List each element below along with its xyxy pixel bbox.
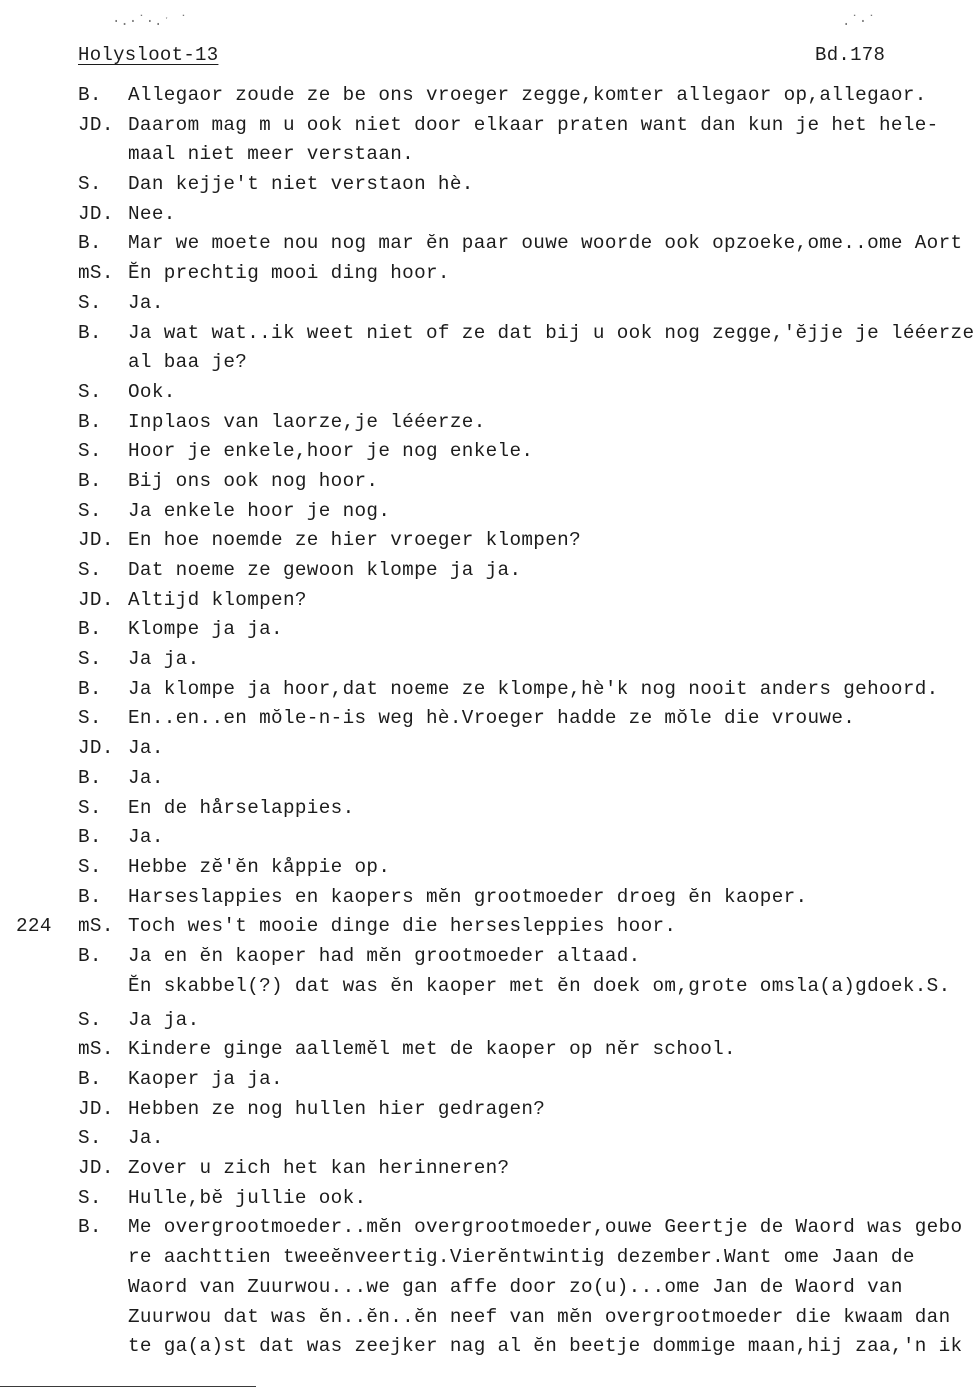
transcript-line — [0, 886, 979, 916]
transcript-line — [0, 767, 979, 797]
utterance-text: Toch wes't mooie dinge die hersesleppies hoor. — [128, 915, 677, 938]
utterance-text: En hoe noemde ze hier vroeger klompen? — [128, 529, 581, 552]
transcript-line — [0, 856, 979, 886]
transcript-line — [0, 1038, 979, 1068]
utterance-text: Nee. — [128, 202, 176, 225]
utterance-text: Ja ja. — [128, 1008, 200, 1031]
transcript-line — [0, 618, 979, 648]
transcript-body — [0, 84, 979, 1365]
transcript-line — [0, 975, 979, 1009]
utterance-text: Kindere ginge aallemĕl met de kaoper op nĕr school. — [128, 1038, 736, 1061]
speaker-label: JD. — [78, 588, 114, 611]
transcript-line — [0, 262, 979, 292]
transcript-line — [0, 470, 979, 500]
utterance-text: Klompe ja ja. — [128, 618, 283, 641]
transcript-line — [0, 114, 979, 144]
utterance-text: Ĕn skabbel(?) dat was ĕn kaoper met ĕn doek om,grote omsla(a)gdoek.S. — [128, 974, 951, 997]
speaker-label: S. — [78, 707, 102, 730]
utterance-text: Mar we moete nou nog mar ĕn paar ouwe woorde ook opzoeke,ome..ome Aort — [128, 232, 963, 255]
transcript-line — [0, 1098, 979, 1128]
transcript-line — [0, 707, 979, 737]
speaker-label: S. — [78, 440, 102, 463]
transcript-line — [0, 440, 979, 470]
header-document-id: Holysloot-13 — [78, 44, 219, 66]
utterance-text: Ja. — [128, 826, 164, 849]
transcript-line — [0, 84, 979, 114]
transcript-line — [0, 678, 979, 708]
transcript-line — [0, 1216, 979, 1246]
transcript-line — [0, 292, 979, 322]
utterance-text: Ja wat wat..ik weet niet of ze dat bij u ook nog zegge,'ĕjje je lééerze — [128, 321, 975, 344]
transcript-line — [0, 826, 979, 856]
utterance-text: En de hårselappies. — [128, 796, 355, 819]
speaker-label: JD. — [78, 1157, 114, 1180]
speaker-label: B. — [78, 84, 102, 106]
transcript-line — [0, 589, 979, 619]
speaker-label: JD. — [78, 1097, 114, 1120]
utterance-text: Ja. — [128, 737, 164, 760]
speaker-label: S. — [78, 173, 102, 196]
transcript-line — [0, 1335, 979, 1365]
utterance-text: Altijd klompen? — [128, 588, 307, 611]
transcript-line — [0, 1246, 979, 1276]
transcript-line — [0, 351, 979, 381]
speaker-label: B. — [78, 766, 102, 789]
speaker-label: JD. — [78, 113, 114, 136]
transcript-line — [0, 797, 979, 827]
speaker-label: S. — [78, 648, 102, 671]
utterance-text: Allegaor zoude ze be ons vroeger zegge,komter allegaor op,allegaor. — [128, 84, 927, 106]
utterance-text: Ook. — [128, 380, 176, 403]
header-page-number: Bd.178 — [815, 44, 886, 66]
utterance-text: Zuurwou dat was ĕn..ĕn..ĕn neef van mĕn overgrootmoeder die kwaam dan — [128, 1305, 951, 1328]
speaker-label: B. — [78, 826, 102, 849]
speaker-label: mS. — [78, 1038, 114, 1061]
utterance-text: re aachttien tweeĕnveertig.Vierĕntwintig dezember.Want ome Jaan de — [128, 1246, 915, 1269]
speaker-label: mS. — [78, 915, 114, 938]
transcript-line — [0, 232, 979, 262]
footer-rule — [0, 1386, 256, 1387]
transcript-line — [0, 203, 979, 233]
speaker-label: S. — [78, 291, 102, 314]
utterance-text: al baa je? — [128, 351, 248, 374]
transcript-line — [0, 559, 979, 589]
speaker-label: JD. — [78, 529, 114, 552]
utterance-text: Ja. — [128, 766, 164, 789]
speaker-label: B. — [78, 469, 102, 492]
scan-speck: .˙·˙ — [842, 14, 876, 30]
utterance-text: Dan kejje't niet verstaon hè. — [128, 173, 474, 196]
transcript-line — [0, 1187, 979, 1217]
utterance-text: Zover u zich het kan herinneren? — [128, 1157, 510, 1180]
transcript-line — [0, 1306, 979, 1336]
utterance-text: Ja enkele hoor je nog. — [128, 499, 391, 522]
speaker-label: B. — [78, 232, 102, 255]
utterance-text: Waord van Zuurwou...we gan affe door zo(u)...ome Jan de Waord van — [128, 1275, 903, 1298]
utterance-text: Inplaos van laorze,je lééerze. — [128, 410, 486, 433]
utterance-text: Kaoper ja ja. — [128, 1068, 283, 1090]
speaker-label: B. — [78, 885, 102, 908]
utterance-text: Hebben ze nog hullen hier gedragen? — [128, 1097, 546, 1120]
utterance-text: Hulle,bĕ jullie ook. — [128, 1186, 367, 1209]
utterance-text: Hebbe zĕ'ĕn kåppie op. — [128, 855, 391, 878]
transcript-line — [0, 322, 979, 352]
utterance-text: Ja ja. — [128, 648, 200, 671]
utterance-text: Ja klompe ja hoor,dat noeme ze klompe,hè'k nog nooit anders gehoord. — [128, 677, 939, 700]
utterance-text: Bij ons ook nog hoor. — [128, 469, 379, 492]
transcript-line — [0, 1276, 979, 1306]
transcript-line — [0, 1157, 979, 1187]
utterance-text: maal niet meer verstaan. — [128, 143, 415, 166]
speaker-label: S. — [78, 855, 102, 878]
utterance-text: Dat noeme ze gewoon klompe ja ja. — [128, 559, 522, 581]
scan-speck: ·.·˙·.ˑ ˙ — [112, 14, 188, 30]
speaker-label: S. — [78, 1186, 102, 1209]
speaker-label: JD. — [78, 737, 114, 760]
speaker-label: B. — [78, 944, 102, 967]
speaker-label: B. — [78, 1216, 102, 1239]
transcript-line — [0, 1009, 979, 1039]
margin-number: 224 — [16, 915, 52, 938]
transcript-line — [0, 500, 979, 530]
utterance-text: Daarom mag m u ook niet door elkaar praten want dan kun je het hele- — [128, 113, 939, 136]
speaker-label: S. — [78, 380, 102, 403]
transcript-line — [0, 529, 979, 559]
transcript-line — [0, 648, 979, 678]
transcript-line — [0, 945, 979, 975]
utterance-text: Ja en ĕn kaoper had mĕn grootmoeder altaad. — [128, 944, 641, 967]
speaker-label: JD. — [78, 202, 114, 225]
transcript-line — [0, 1068, 979, 1098]
speaker-label: B. — [78, 677, 102, 700]
speaker-label: S. — [78, 1127, 102, 1150]
transcript-line — [0, 1127, 979, 1157]
speaker-label: S. — [78, 1008, 102, 1031]
utterance-text: Harseslappies en kaopers mĕn grootmoeder droeg ĕn kaoper. — [128, 885, 808, 908]
speaker-label: mS. — [78, 262, 114, 285]
speaker-label: B. — [78, 618, 102, 641]
transcript-line — [0, 737, 979, 767]
speaker-label: S. — [78, 559, 102, 581]
utterance-text: Ja. — [128, 291, 164, 314]
transcript-line — [0, 411, 979, 441]
utterance-text: Hoor je enkele,hoor je nog enkele. — [128, 440, 534, 463]
transcript-line — [0, 915, 979, 945]
utterance-text: Ja. — [128, 1127, 164, 1150]
utterance-text: En..en..en mŏle-n-is weg hè.Vroeger hadde ze mŏle die vrouwe. — [128, 707, 856, 730]
speaker-label: S. — [78, 499, 102, 522]
utterance-text: Ĕn prechtig mooi ding hoor. — [128, 262, 450, 285]
transcript-line — [0, 173, 979, 203]
speaker-label: B. — [78, 1068, 102, 1090]
transcript-line — [0, 381, 979, 411]
speaker-label: S. — [78, 796, 102, 819]
speaker-label: B. — [78, 321, 102, 344]
transcript-line — [0, 143, 979, 173]
utterance-text: Me overgrootmoeder..mĕn overgrootmoeder,ouwe Geertje de Waord was gebo — [128, 1216, 963, 1239]
utterance-text: te ga(a)st dat was zeejker nag al ĕn beetje dommige maan,hij zaa,'n ik — [128, 1335, 963, 1358]
speaker-label: B. — [78, 410, 102, 433]
